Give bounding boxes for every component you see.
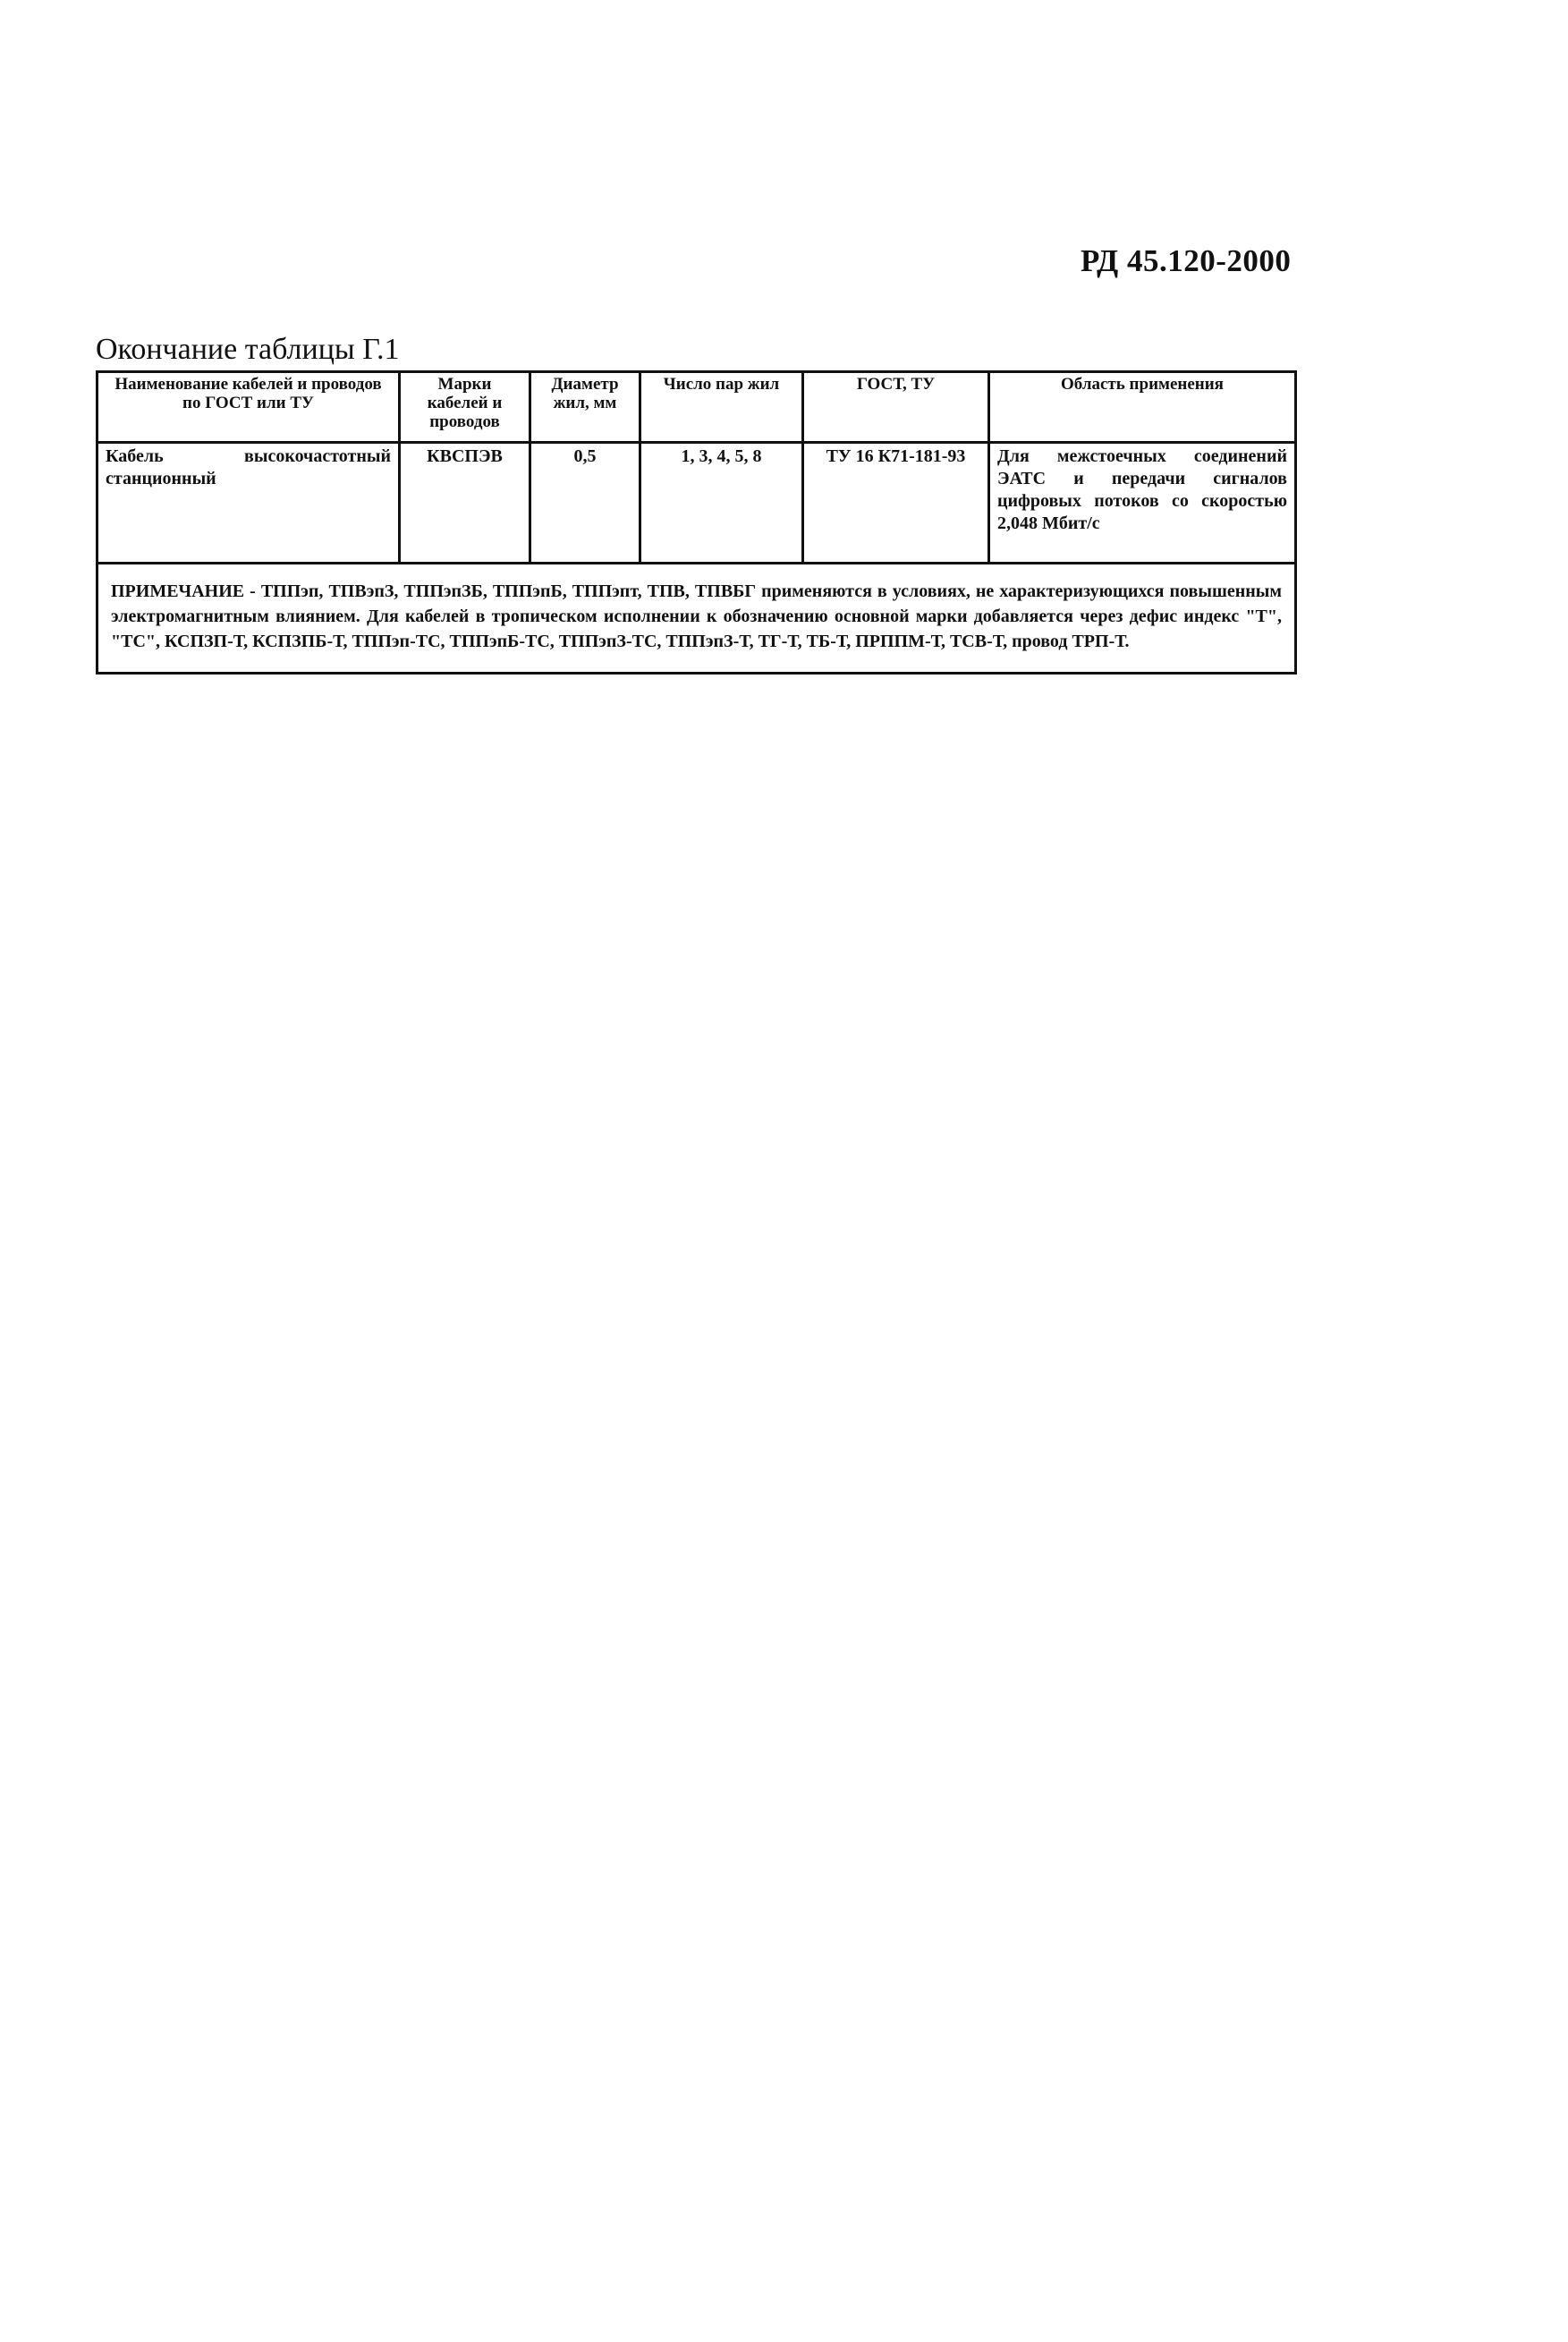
table-row (97, 443, 1296, 564)
document-code: РД 45.120-2000 (1081, 243, 1292, 278)
column-header-application: Область применения (989, 372, 1296, 443)
cable-spec-table (96, 370, 1297, 675)
cell-application: Для межстоечных соединений ЭАТС и передачи сигналов цифровых потоков со скоростью 2,048 Мбит/с (989, 443, 1296, 564)
table-header-row (97, 372, 1296, 443)
column-header-brand: Марки кабелей и проводов (400, 372, 530, 443)
table-note: ПРИМЕЧАНИЕ - ТППэп, ТПВэпЗ, ТППэпЗБ, ТППэпБ, ТППэпт, ТПВ, ТПВБГ применяются в условиях, не характеризующихся повышенным электромагнитным влиянием. Для кабелей в тропическом исполнении к обозначению основной марки добавляется через дефис индекс "Т", "ТС", КСПЗП-Т, КСПЗПБ-Т, ТППэп-ТС, ТППэпБ-ТС, ТППэпЗ-ТС, ТППэпЗ-Т, ТГ-Т, ТБ-Т, ПРППМ-Т, ТСВ-Т, провод ТРП-Т. (97, 564, 1296, 674)
column-header-standard: ГОСТ, ТУ (803, 372, 989, 443)
cell-name: Кабель высокочастотный станционный (97, 443, 400, 564)
table-note-row (97, 564, 1296, 674)
table-caption: Окончание таблицы Г.1 (96, 333, 400, 366)
cell-pairs: 1, 3, 4, 5, 8 (640, 443, 803, 564)
column-header-diameter: Диаметр жил, мм (530, 372, 640, 443)
cell-brand: КВСПЭВ (400, 443, 530, 564)
cell-diameter: 0,5 (530, 443, 640, 564)
cell-standard: ТУ 16 К71-181-93 (803, 443, 989, 564)
column-header-pairs: Число пар жил (640, 372, 803, 443)
column-header-name: Наименование кабелей и проводов по ГОСТ или ТУ (97, 372, 400, 443)
